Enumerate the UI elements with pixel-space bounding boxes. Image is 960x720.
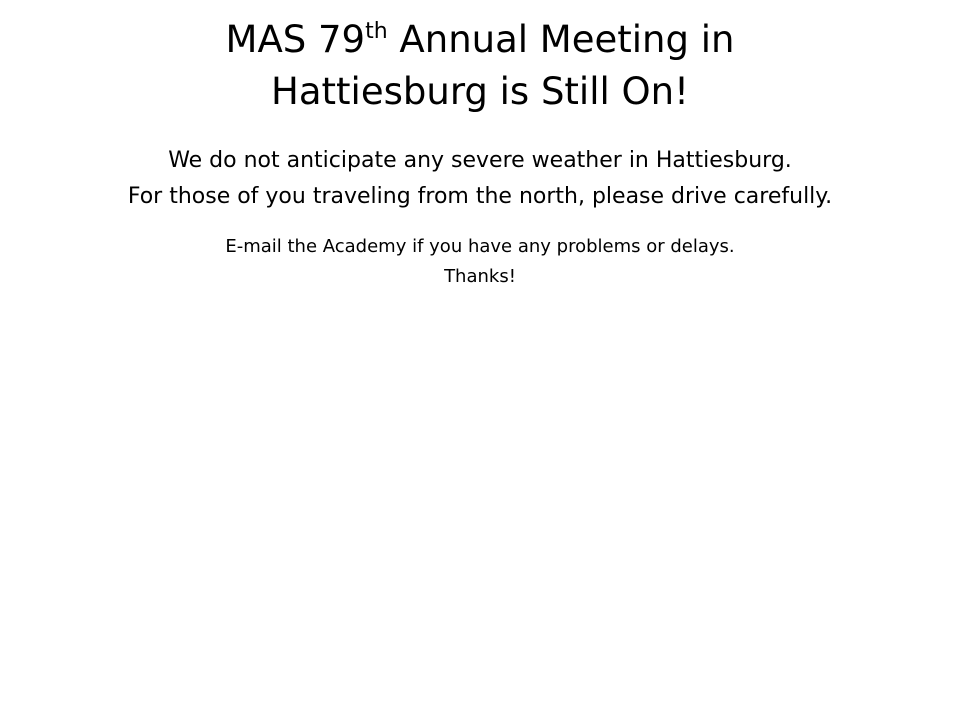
slide-title xyxy=(0,14,960,118)
title-line-2: Hattiesburg is Still On! xyxy=(271,70,689,113)
weather-message-line-1: We do not anticipate any severe weather in Hattiesburg. xyxy=(168,148,792,173)
title-line-1 xyxy=(0,14,960,66)
thanks-text: Thanks! xyxy=(444,266,516,287)
contact-note-line-1: E-mail the Academy if you have any problems or delays. xyxy=(225,236,735,257)
contact-note xyxy=(0,232,960,292)
weather-message-line-2: For those of you traveling from the north, please drive carefully. xyxy=(127,184,833,209)
title-superscript: th xyxy=(365,19,388,44)
title-prefix: MAS 79 xyxy=(225,18,366,61)
title-suffix: Annual Meeting in xyxy=(387,18,735,61)
weather-message xyxy=(0,143,960,215)
